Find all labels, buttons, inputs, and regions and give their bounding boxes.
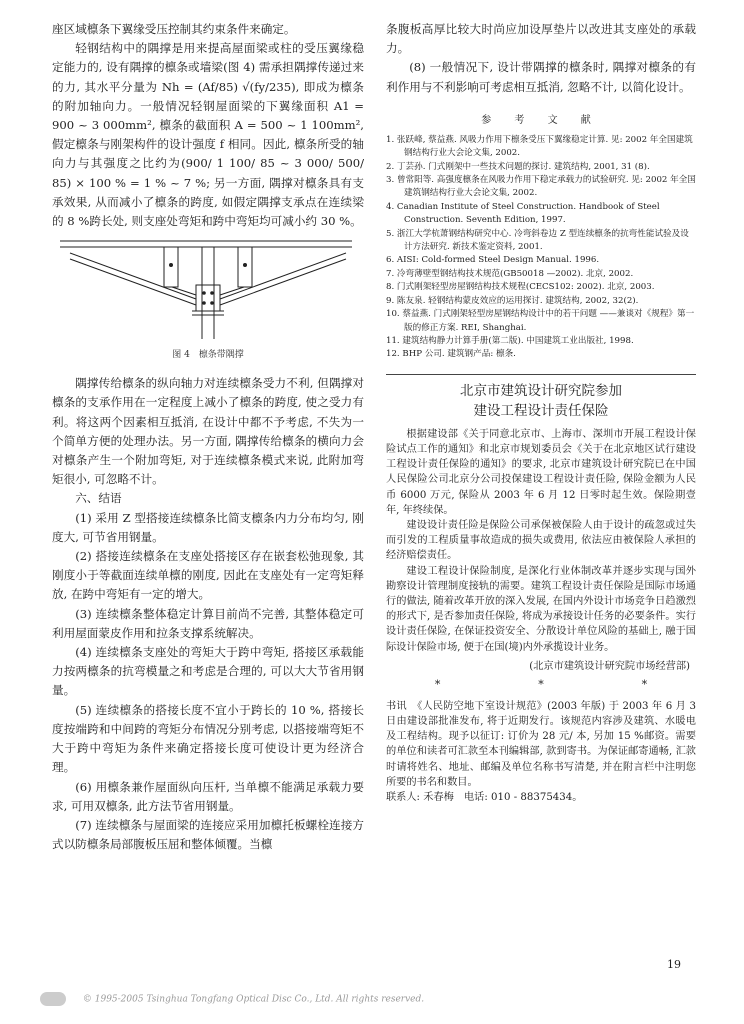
publisher-logo [40,992,66,1006]
reference-list [386,134,696,362]
reference-item: 1. 张跃峰, 蔡益燕. 风吸力作用下檩条受压下翼缘稳定计算. 见: 2002 年全国建筑钢结构行业大会论文集, 2002. [386,134,693,159]
paragraph: 轻钢结构中的隅撑是用来提高屋面梁或柱的受压翼缘稳定能力的, 设有隅撑的檩条或墙梁(图 4) 需承担隅撑传递过来的力, 其水平分量为 Nh = (Af/85) √(fy/235), 即成为檩条的附加轴向力。一般情况轻钢屋面梁的下翼缘面积 A1 = 900 ~ 3 000mm², 檩条的截面积 A = 500 ~ 1 100mm², 假定檩条与刚架构件的设计强度 f 相同。因此, 檩条所受的轴向力与其强度之比约为(900/ 1 100/ 85 ~ 3 000/ 500/ 85) × 100 % = 1 % ~ 7 %; 另一方面, 隅撑对檩条具有支承效果, 从而减小了檩条的跨度, 如假定隅撑支承点在连续梁的 8 %跨长处, 则支座处弯矩和跨中弯矩均可减小约 30 %。 [52,41,364,229]
conclusion-item: (1) 采用 Z 型搭接连续檩条比简支檩条内力分布均匀, 刚度大, 可节省用钢量。 [52,510,364,544]
reference-item: 2. 丁芸孙. 门式刚架中一些技术问题的探讨. 建筑结构, 2001, 31 (8). [386,161,650,172]
left-column [52,20,364,854]
purlin-brace-figure [52,235,364,345]
news-title-line: 北京市建筑设计研究院参加 [460,382,622,399]
reference-item: 10. 蔡益燕. 门式刚架轻型房屋钢结构设计中的若干问题 ——兼谈对《规程》第一版的修正方案. REI, Shanghai. [386,309,695,333]
divider [386,374,696,375]
conclusion-item: (7) 连续檩条与屋面梁的连接应采用加檩托板螺栓连接方式以防檩条局部腹板压屈和整体倾覆。当檩 [52,817,364,852]
references-heading: 参 考 文 献 [481,114,601,126]
star: * [538,677,544,691]
copyright-text: © 1995-2005 Tsinghua Tongfang Optical Disc Co., Ltd. All rights reserved. [82,994,425,1005]
reference-item: 12. BHP 公司. 建筑钢产品: 檩条. [386,349,516,360]
paragraph: 隅撑传给檩条的纵向轴力对连续檩条受力不利, 但隅撑对檩条的支承作用在一定程度上减小了檩条的跨度, 使之受力有利。将这两个因素相互抵消, 在设计中都不予考虑, 不失为一个简单方便的处理办法。另一方面, 隅撑传给檩条的横向力会对檩条产生一个附加弯矩, 对于连续檩条模式来说, 此附加弯矩很小, 可忽略不计。 [52,376,364,487]
conclusion-item: (6) 用檩条兼作屋面纵向压杆, 当单檩不能满足承载力要求, 可用双檩条, 此方法节省用钢量。 [52,779,364,813]
conclusion-item: (2) 搭接连续檩条在支座处搭接区存在嵌套松弛现象, 其刚度小于等截面连续单檩的刚度, 因此在支座处有一定弯矩释放, 在跨中弯矩有一定的增大。 [52,549,364,602]
news-title [386,381,696,421]
copyright-footer [40,992,700,1006]
star: * [434,677,441,691]
reference-item: 9. 陈友泉. 轻钢结构蒙皮效应的运用探讨. 建筑结构, 2002, 32(2). [386,295,639,306]
news-paragraph: 根据建设部《关于同意北京市、上海市、深圳市开展工程设计保险试点工作的通知》和北京市规划委员会《关于在北京地区试行建设工程设计责任保险的通知》的要求, 北京市建筑设计研究院已在中国人民保险公司北京分公司投保建设工程设计责任险, 保险金额为人民币 6000 万元, 保险从 2003 年 6 月 12 日零时起生效。保险期壹年, 年终续保。 [386,428,696,516]
news-title-line: 建设工程设计责任保险 [473,402,609,419]
reference-item: 4. Canadian Institute of Steel Construction. Handbook of Steel Construction. Seventh Edition, 1997. [386,201,660,226]
separator-stars [386,678,696,691]
reference-item: 11. 建筑结构静力计算手册(第二版). 中国建筑工业出版社, 1998. [386,335,634,346]
reference-item: 3. 曾常阳等. 高强度檩条在风吸力作用下稳定承载力的试验研究. 见: 2002 年全国建筑钢结构行业大会论文集, 2002. [386,175,696,199]
news-paragraph: 建设工程设计保险制度, 是深化行业体制改革并逐步实现与国外勘察设计管理制度接轨的需要。建筑工程设计责任保险是国际市场通行的做法, 随着改革开放的深入发展, 在国内外设计市场竞争日趋激烈的形式下, 是否参加责任保险, 将成为承接设计任务的必要条件。实行设计责任保险, 在保证投资安全、分散设计单位风险的基础上, 融于国际设计保险市场, 便于在国(境)内外承揽设计业务。 [386,565,696,653]
reference-item: 7. 冷弯薄壁型钢结构技术规范(GB50018 —2002). 北京, 2002. [386,268,634,279]
conclusion-item: (5) 连续檩条的搭接长度不宜小于跨长的 10 %, 搭接长度按端跨和中间跨的弯矩分布情况分别考虑, 以搭接端弯矩不大于跨中弯矩为条件来确定搭接长度可使设计更为经济合理。 [52,702,364,775]
news-source: (北京市建筑设计研究院市场经营部) [529,660,690,672]
contact-line: 联系人: 禾春梅 电话: 010 - 88375434。 [386,791,583,803]
conclusion-item: (4) 连续檩条支座处的弯矩大于跨中弯矩, 搭接区承载能力按两檩条的抗弯模量之和考虑是合理的, 可以大大节省用钢量。 [52,645,364,698]
purlin-brace-diagram [52,235,364,345]
conclusion-item: (8) 一般情况下, 设计带隅撑的檩条时, 隅撑对檩条的有利作用与不利影响可考虑相互抵消, 忽略不计, 以简化设计。 [386,60,696,94]
book-notice: 书讯 《人民防空地下室设计规范》(2003 年版) 于 2003 年 6 月 3 日由建设部批准发布, 将于近期发行。该规范内容涉及建筑、水暖电及工程结构。现予以征订: 订价为 28 元/ 本, 另加 15 %邮资。需要的单位和读者可汇款至本刊编辑部, 款到寄书。为保证邮寄通畅, 汇款时请将姓名、地址、邮编及单位名称书写清楚, 并在附言栏中注明您所要的书名和数目。 [386,700,696,788]
section-heading: 六、结语 [75,491,122,506]
reference-item: 5. 浙江大学杭萧钢结构研究中心. 冷弯斜卷边 Z 型连续檩条的抗弯性能试验及设计方法研究. 新技术鉴定资料, 2001. [386,228,689,253]
right-column [386,20,696,805]
reference-item: 6. AISI: Cold-formed Steel Design Manual. 1996. [386,255,600,266]
paragraph: 座区域檩条下翼缘受压控制其约束条件来确定。 [52,22,296,36]
star: * [641,677,648,691]
news-paragraph: 建设设计责任险是保险公司承保被保险人由于设计的疏忽或过失而引发的工程质量事故造成的损失或费用, 依法应由被保险人承担的经济赔偿责任。 [386,519,696,562]
conclusion-item: (3) 连续檩条整体稳定计算目前尚不完善, 其整体稳定可利用屋面蒙皮作用和拉条支撑系统解决。 [52,606,364,640]
page-number: 19 [667,958,681,971]
reference-item: 8. 门式刚架轻型房屋钢结构技术规程(CECS102: 2002). 北京, 2003. [386,282,655,293]
paragraph: 条腹板高厚比较大时尚应加设厚垫片以改进其支座处的承载力。 [386,22,696,56]
figure-caption: 图 4 檩条带隅撑 [172,350,244,361]
